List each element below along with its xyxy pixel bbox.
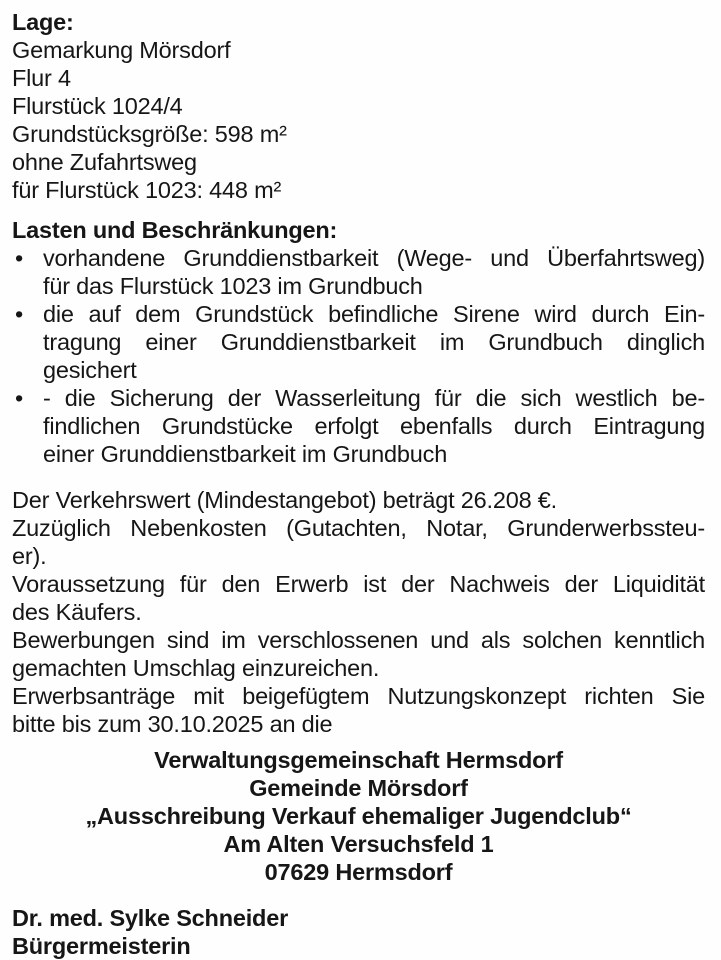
signature-block xyxy=(12,904,705,960)
address-line-ort: 07629 Hermsdorf xyxy=(264,859,453,885)
bullet-text xyxy=(43,244,705,300)
bullet-marker: • xyxy=(15,245,24,271)
lage-line-flurstueck: Flurstück 1024/4 xyxy=(12,93,183,119)
conditions-line-voraussetzung: Voraussetzung für den Erwerb ist der Nachweis der Liquidität xyxy=(12,571,705,597)
conditions-line-nebenkosten: Zuzüglich Nebenkosten (Gutachten, Notar, Grunderwerbssteu- xyxy=(12,515,705,541)
bullet-line: einer Grunddienstbarkeit im Grundbuch xyxy=(43,441,448,467)
conditions-line-erwerbsantraege: Erwerbsanträge mit beigefügtem Nutzungskonzept richten Sie xyxy=(12,683,705,709)
lasten-heading: Lasten und Beschränkungen: xyxy=(12,217,338,243)
lasten-section xyxy=(12,216,705,468)
conditions-section xyxy=(12,486,705,738)
bullet-line: findlichen Grundstücke erfolgt ebenfalls durch Eintragung xyxy=(43,413,705,439)
address-line-verwaltungsgemeinschaft: Verwaltungsgemeinschaft Hermsdorf xyxy=(154,747,563,773)
bullet-item xyxy=(12,384,705,468)
lage-line-zufahrt: ohne Zufahrtsweg xyxy=(12,149,197,175)
conditions-line-bewerbungen: Bewerbungen sind im verschlossenen und als solchen kenntlich xyxy=(12,627,705,653)
bullet-line: gesichert xyxy=(43,357,137,383)
address-line-gemeinde: Gemeinde Mörsdorf xyxy=(249,775,468,801)
lage-line-flurstueck-1023: für Flurstück 1023: 448 m² xyxy=(12,177,282,203)
address-block xyxy=(12,746,705,886)
conditions-line-bewerbungen-end: gemachten Umschlag einzureichen. xyxy=(12,655,380,681)
lage-line-gemarkung: Gemarkung Mörsdorf xyxy=(12,37,231,63)
bullet-text xyxy=(43,384,705,468)
bullet-line: - die Sicherung der Wasserleitung für die sich westlich be- xyxy=(43,385,705,411)
bullet-item xyxy=(12,300,705,384)
conditions-line-verkehrswert: Der Verkehrswert (Mindestangebot) beträgt 26.208 €. xyxy=(12,487,557,513)
lage-section xyxy=(12,8,705,204)
signature-title: Bürgermeisterin xyxy=(12,933,191,959)
bullet-marker: • xyxy=(15,385,24,411)
conditions-line-nebenkosten-end: er). xyxy=(12,543,47,569)
bullet-line: vorhandene Grunddienstbarkeit (Wege- und Überfahrtsweg) xyxy=(43,245,705,271)
lage-line-groesse: Grundstücksgröße: 598 m² xyxy=(12,121,287,147)
bullet-marker: • xyxy=(15,301,24,327)
bullet-line: tragung einer Grunddienstbarkeit im Grundbuch dinglich xyxy=(43,329,705,355)
address-line-strasse: Am Alten Versuchsfeld 1 xyxy=(223,831,494,857)
conditions-line-deadline: bitte bis zum 30.10.2025 an die xyxy=(12,711,333,737)
lage-line-flur: Flur 4 xyxy=(12,65,71,91)
conditions-line-voraussetzung-end: des Käufers. xyxy=(12,599,142,625)
bullet-line: für das Flurstück 1023 im Grundbuch xyxy=(43,273,423,299)
signature-name: Dr. med. Sylke Schneider xyxy=(12,905,289,931)
bullet-line: die auf dem Grundstück befindliche Sirene wird durch Ein- xyxy=(43,301,705,327)
bullet-text xyxy=(43,300,705,384)
bullet-item xyxy=(12,244,705,300)
lage-heading: Lage: xyxy=(12,9,74,35)
address-line-ausschreibung: „Ausschreibung Verkauf ehemaliger Jugendclub“ xyxy=(85,803,632,829)
